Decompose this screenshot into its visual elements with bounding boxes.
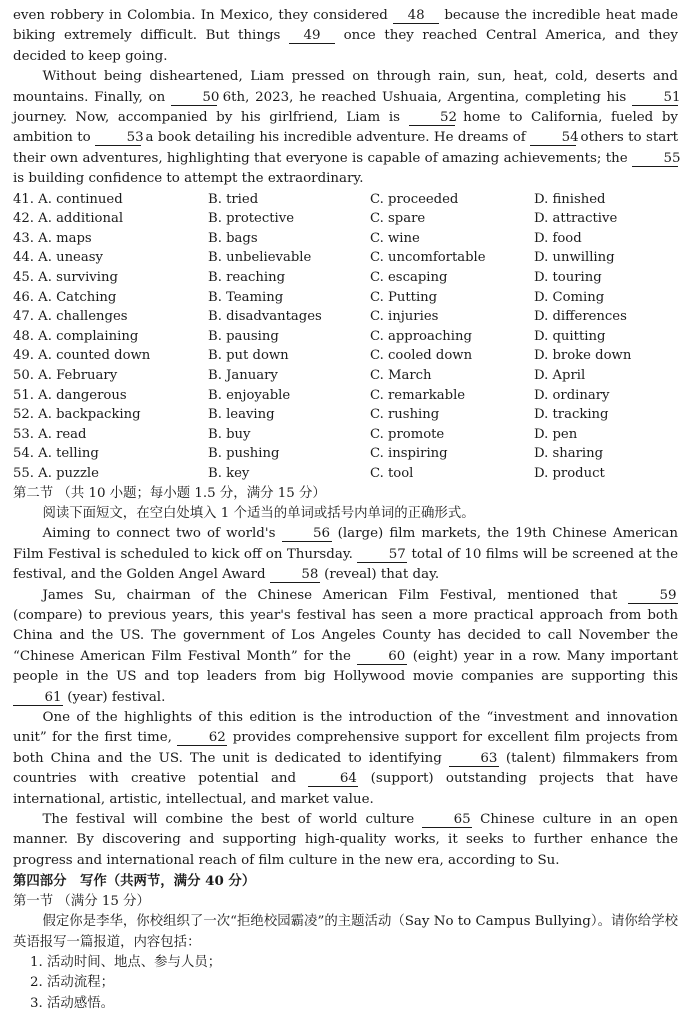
section2-heading: 第二节 （共 10 小题；每小题 1.5 分，满分 15 分） bbox=[13, 485, 326, 501]
option-row-43: 43. A. maps B. bags C. wine D. food bbox=[13, 230, 582, 246]
requirement-item-3: 3. 活动感悟。 bbox=[30, 995, 114, 1011]
blank-64: 64 bbox=[308, 771, 358, 787]
blank-50: 50 bbox=[171, 90, 217, 106]
option-row-45: 45. A. surviving B. reaching C. escaping D. touring bbox=[13, 270, 602, 286]
blank-59: 59 bbox=[628, 588, 678, 604]
blank-65: 65 bbox=[422, 812, 472, 828]
section2-paragraph-1: Aiming to connect two of world's 56 (large) film markets, the 19th Chinese American Film Festival is scheduled to kick off on Thursday. 57 total of 10 films will be screened at the festival, and the Golden Angel Award 58 (reveal) that day. bbox=[13, 526, 678, 583]
option-row-42: 42. A. additional B. protective C. spare D. attractive bbox=[13, 211, 618, 227]
part4-section1-heading: 第一节 （满分 15 分） bbox=[13, 893, 150, 909]
blank-52: 52 bbox=[409, 110, 455, 126]
blank-57: 57 bbox=[357, 547, 407, 563]
options-list bbox=[13, 190, 678, 484]
blank-54: 54 bbox=[530, 130, 576, 146]
blank-51: 51 bbox=[632, 90, 678, 106]
option-row-54: 54. A. telling B. pushing C. inspiring D. sharing bbox=[13, 446, 604, 462]
requirement-item-2: 2. 活动流程； bbox=[30, 975, 114, 991]
section2-instruction: 阅读下面短文，在空白处填入 1 个适当的单词或括号内单词的正确形式。 bbox=[42, 505, 475, 521]
blank-58: 58 bbox=[270, 567, 320, 583]
option-row-41: 41. A. continued B. tried C. proceeded D. finished bbox=[13, 191, 606, 207]
blank-63: 63 bbox=[449, 751, 499, 767]
section2-paragraph-2: James Su, chairman of the Chinese American Film Festival, mentioned that 59 (compare) to previous years, this year's festival has seen a more practical approach from both China and the US. The government of Los Angeles County has decided to call November the “Chinese American Film Festival Month” for the 60 (eight) year in a row. Many important people in the US and top leaders from big Hollywood movie companies are supporting this 61 (year) festival. bbox=[13, 587, 678, 705]
part4-heading: 第四部分 写作（共两节，满分 40 分） bbox=[13, 873, 256, 890]
blank-61: 61 bbox=[13, 690, 63, 706]
blank-49: 49 bbox=[289, 28, 335, 44]
option-row-52: 52. A. backpacking B. leaving C. rushing D. tracking bbox=[13, 407, 609, 423]
blank-48: 48 bbox=[393, 8, 439, 24]
blank-55: 55 bbox=[632, 151, 678, 167]
writing-prompt: 假定你是李华，你校组织了一次“拒绝校园霸凌”的主题活动（Say No to Campus Bullying）。请你给学校英语报写一篇报道，内容包括： bbox=[13, 914, 678, 950]
blank-56: 56 bbox=[282, 526, 332, 542]
option-row-53: 53. A. read B. buy C. promote D. pen bbox=[13, 426, 578, 442]
requirement-item-1: 1. 活动时间、地点、参与人员； bbox=[30, 954, 222, 970]
section2-paragraph-4: The festival will combine the best of world culture 65 Chinese culture in an open manner. By discovering and supporting high-quality works, it seeks to further enhance the progress and international reach of film culture in the new era, according to Su. bbox=[13, 812, 678, 868]
blank-60: 60 bbox=[357, 649, 407, 665]
section2-paragraph-3: One of the highlights of this edition is the introduction of the “investment and innovation unit” for the first time, 62 provides comprehensive support for excellent film projects from both China and the US. The unit is dedicated to identifying 63 (talent) filmmakers from countries with creative potential and 64 (support) outstanding projects that have international, artistic, intellectual, and market value. bbox=[13, 710, 678, 807]
passage1-paragraph-1: even robbery in Colombia. In Mexico, they considered 48 because the incredible heat made biking extremely difficult. But things 49 once they reached Central America, and they decided to keep going. bbox=[13, 8, 679, 64]
option-row-55: 55. A. puzzle B. key C. tool D. product bbox=[13, 465, 605, 481]
option-row-49: 49. A. counted down B. put down C. cooled down D. broke down bbox=[13, 348, 632, 364]
option-row-47: 47. A. challenges B. disadvantages C. injuries D. differences bbox=[13, 309, 627, 325]
option-row-50: 50. A. February B. January C. March D. April bbox=[13, 368, 586, 383]
option-row-51: 51. A. dangerous B. enjoyable C. remarkable D. ordinary bbox=[13, 387, 610, 403]
option-row-46: 46. A. Catching B. Teaming C. Putting D. Coming bbox=[13, 289, 605, 305]
passage1-paragraph-2: Without being disheartened, Liam pressed on through rain, sun, heat, cold, deserts and mountains. Finally, on 50 6th, 2023, he reached Ushuaia, Argentina, completing his 51 journey. Now, accompanied by his girlfriend, Liam is 52 home to California, fueled by ambition to 53 a book detailing his incredible adventure. He dreams of 54 others to start their own adventures, highlighting that everyone is capable of amazing achievements; the 55 is building confidence to attempt the extraordinary. bbox=[13, 69, 681, 187]
option-row-48: 48. A. complaining B. pausing C. approaching D. quitting bbox=[13, 328, 606, 344]
blank-62: 62 bbox=[177, 730, 227, 746]
option-row-44: 44. A. uneasy B. unbelievable C. uncomfortable D. unwilling bbox=[13, 250, 615, 266]
blank-53: 53 bbox=[95, 130, 141, 146]
